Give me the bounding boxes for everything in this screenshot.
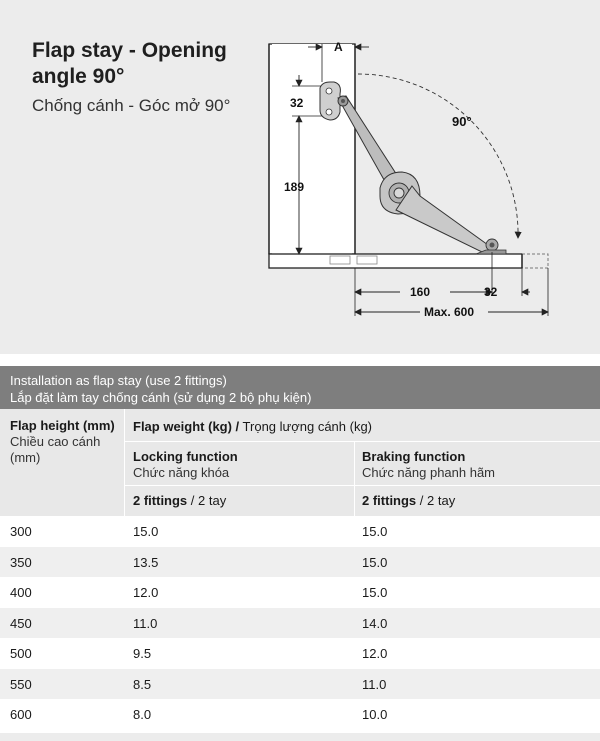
fittings-label-braking: 2 fittings / 2 tay <box>362 493 456 508</box>
table-header <box>0 409 600 516</box>
cell-braking: 11.0 <box>362 676 387 692</box>
table-title-bar <box>0 366 600 409</box>
cell-locking: 12.0 <box>133 585 159 600</box>
cell-braking: 12.0 <box>362 646 388 661</box>
table-row <box>0 638 600 669</box>
cell-braking: 15.0 <box>362 524 388 539</box>
label-max: Max. 600 <box>424 305 475 319</box>
cell-height: 500 <box>10 646 32 661</box>
table-row <box>0 608 600 639</box>
table-row <box>0 516 600 547</box>
table-body <box>0 516 600 730</box>
cell-locking: 8.5 <box>133 676 152 692</box>
table-row <box>0 547 600 578</box>
table-title-en: Installation as flap stay (use 2 fittings) <box>10 373 227 388</box>
cell-locking: 11.0 <box>133 615 158 631</box>
table-row <box>0 699 600 730</box>
cell-height: 550 <box>10 676 32 692</box>
label-189: 189 <box>284 180 305 194</box>
page-subtitle: Chống cánh - Góc mở 90° <box>32 96 231 115</box>
flap-board <box>269 254 522 268</box>
page-title: Flap stay - Opening angle 90° <box>32 39 227 88</box>
cell-height: 450 <box>10 615 32 631</box>
cell-height: 600 <box>10 707 32 722</box>
label-32-top: 32 <box>290 96 304 110</box>
stay-arm-lower <box>396 186 495 254</box>
cell-braking: 10.0 <box>362 707 388 722</box>
column-header-braking: Braking function Chức năng phanh hãm <box>362 449 496 480</box>
column-header-height: Flap height (mm) Chiều cao cánh (mm) <box>10 418 115 465</box>
cell-locking: 9.5 <box>133 646 152 661</box>
label-32-bottom: 32 <box>484 285 498 299</box>
bottom-strip <box>0 733 600 741</box>
flap-stay-diagram <box>0 0 600 354</box>
cell-height: 400 <box>10 585 32 600</box>
cell-height: 300 <box>10 524 32 539</box>
label-a: A <box>334 40 343 54</box>
cell-braking: 14.0 <box>362 615 388 631</box>
column-header-locking: Locking function Chức năng khóa <box>133 449 238 480</box>
cell-locking: 8.0 <box>133 707 152 722</box>
fittings-label-locking: 2 fittings / 2 tay <box>133 493 227 508</box>
cell-height: 350 <box>10 554 32 570</box>
table-row <box>0 577 600 608</box>
diagram-panel <box>0 0 600 354</box>
table-row <box>0 669 600 700</box>
label-angle: 90° <box>452 114 472 129</box>
label-160: 160 <box>410 285 431 299</box>
table-title-vi: Lắp đặt làm tay chống cánh (sử dụng 2 bộ phụ kiện) <box>10 390 312 405</box>
cell-locking: 13.5 <box>133 554 159 570</box>
cell-braking: 15.0 <box>362 554 388 570</box>
cell-locking: 15.0 <box>133 524 159 539</box>
cell-braking: 15.0 <box>362 585 388 600</box>
column-header-weight: Flap weight (kg) / Trọng lượng cánh (kg) <box>133 419 373 434</box>
